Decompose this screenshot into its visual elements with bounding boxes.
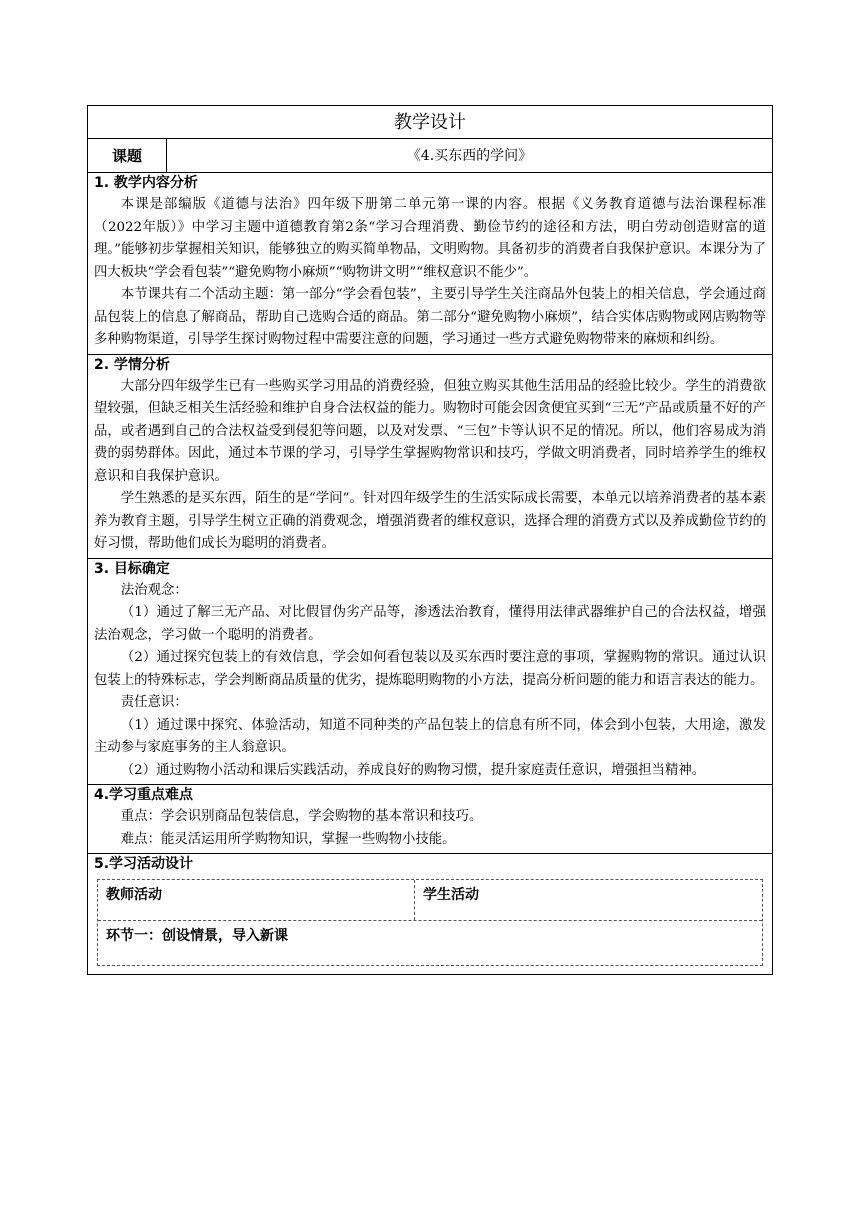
section-heading: 5.学习活动设计 — [94, 856, 194, 872]
paragraph: 法治观念： — [120, 582, 188, 598]
paragraph: 重点：学会识别商品包装信息，学会购物的基本常识和技巧。 — [120, 809, 483, 824]
section-key-points — [87, 785, 773, 854]
activity-step-1: 环节一：创设情景，导入新课 — [106, 928, 288, 944]
paragraph: （2）通过购物小活动和课后实践活动，养成良好的购物习惯，提升家庭责任意识，增强担当精神。 — [120, 762, 706, 778]
section-heading: 3. 目标确定 — [94, 560, 170, 577]
document-title: 教学设计 — [87, 105, 773, 139]
paragraph: （1）通过了解三无产品、对比假冒伪劣产品等，渗透法治教育，懂得用法律武器维护自己的合法权益，增强法治观念，学习做一个聪明的消费者。 — [94, 605, 766, 643]
paragraph: 大部分四年级学生已有一些购买学习用品的消费经验，但独立购买其他生活用品的经验比较少。学生的消费欲望较强，但缺乏相关生活经验和维护自身合法权益的能力。购物时可能会因贪便宜买到“三无”产品或质量不好的产品，或者遇到自己的合法权益受到侵犯等问题，以及对发票、“三包”卡等认识不足的情况。所以，他们容易成为消费的弱势群体。因此，通过本节课的学习，引导学生掌握购物常识和技巧，学做文明消费者，同时培养学生的维权意识和自我保护意识。 — [94, 378, 766, 484]
topic-value: 《4.买东西的学问》 — [406, 148, 533, 164]
topic-row — [87, 139, 773, 173]
section-learner-analysis — [87, 355, 773, 559]
section-objectives — [87, 559, 773, 786]
section-heading: 2. 学情分析 — [94, 356, 170, 373]
paragraph: 学生熟悉的是买东西，陌生的是“学问”。针对四年级学生的生活实际成长需要，本单元以培养消费者的基本素养为教育主题，引导学生树立正确的消费观念，增强消费者的维权意识，选择合理的消费方式以及养成勤俭节约的好习惯，帮助他们成长为聪明的消费者。 — [94, 491, 766, 551]
paragraph: （1）通过课中探究、体验活动，知道不同种类的产品包装上的信息有所不同，体会到小包装，大用途，激发主动参与家庭事务的主人翁意识。 — [94, 717, 766, 755]
paragraph: 责任意识： — [120, 695, 188, 710]
student-activity-header: 学生活动 — [423, 887, 479, 903]
section-activity-design — [87, 854, 773, 975]
paragraph: 本节课共有二个活动主题：第一部分“学会看包装”，主要引导学生关注商品外包装上的相关信息，学会通过商品包装上的信息了解商品，帮助自己选购合适的商品。第二部分“避免购物小麻烦”，结合实体店购物或网店购物等多种购物渠道，引导学生探讨购物过程中需要注意的问题，学习通过一些方式避免购物带来的麻烦和纠纷。 — [94, 287, 766, 347]
topic-label: 课题 — [88, 139, 167, 172]
teacher-activity-header: 教师活动 — [98, 880, 415, 920]
paragraph: 难点：能灵活运用所学购物知识，掌握一些购物小技能。 — [120, 831, 456, 847]
paragraph: 本课是部编版《道德与法治》四年级下册第二单元第一课的内容。根据《义务教育道德与法治课程标准（2022年版）》中学习主题中道德教育第2条“学习合理消费、勤俭节约的途径和方法，明白劳动创造财富的道理。”能够初步掌握相关知识，能够独立的购买简单物品，文明购物。具备初步的消费者自我保护意识。本课分为了四大板块“学会看包装”“避免购物小麻烦”“购物讲文明”“维权意识不能少”。 — [94, 197, 766, 280]
lesson-plan-document — [87, 105, 773, 975]
activity-table — [97, 879, 763, 966]
paragraph: （2）通过探究包装上的有效信息，学会如何看包装以及买东西时要注意的事项，掌握购物的常识。通过认识包装上的特殊标志，学会判断商品质量的优劣，提炼聪明购物的小方法，提高分析问题的能力和语言表达的能力。 — [94, 650, 766, 688]
section-heading: 1. 教学内容分析 — [94, 175, 198, 191]
section-content-analysis — [87, 173, 773, 355]
section-heading: 4.学习重点难点 — [94, 787, 194, 803]
activity-table-header — [98, 880, 762, 921]
